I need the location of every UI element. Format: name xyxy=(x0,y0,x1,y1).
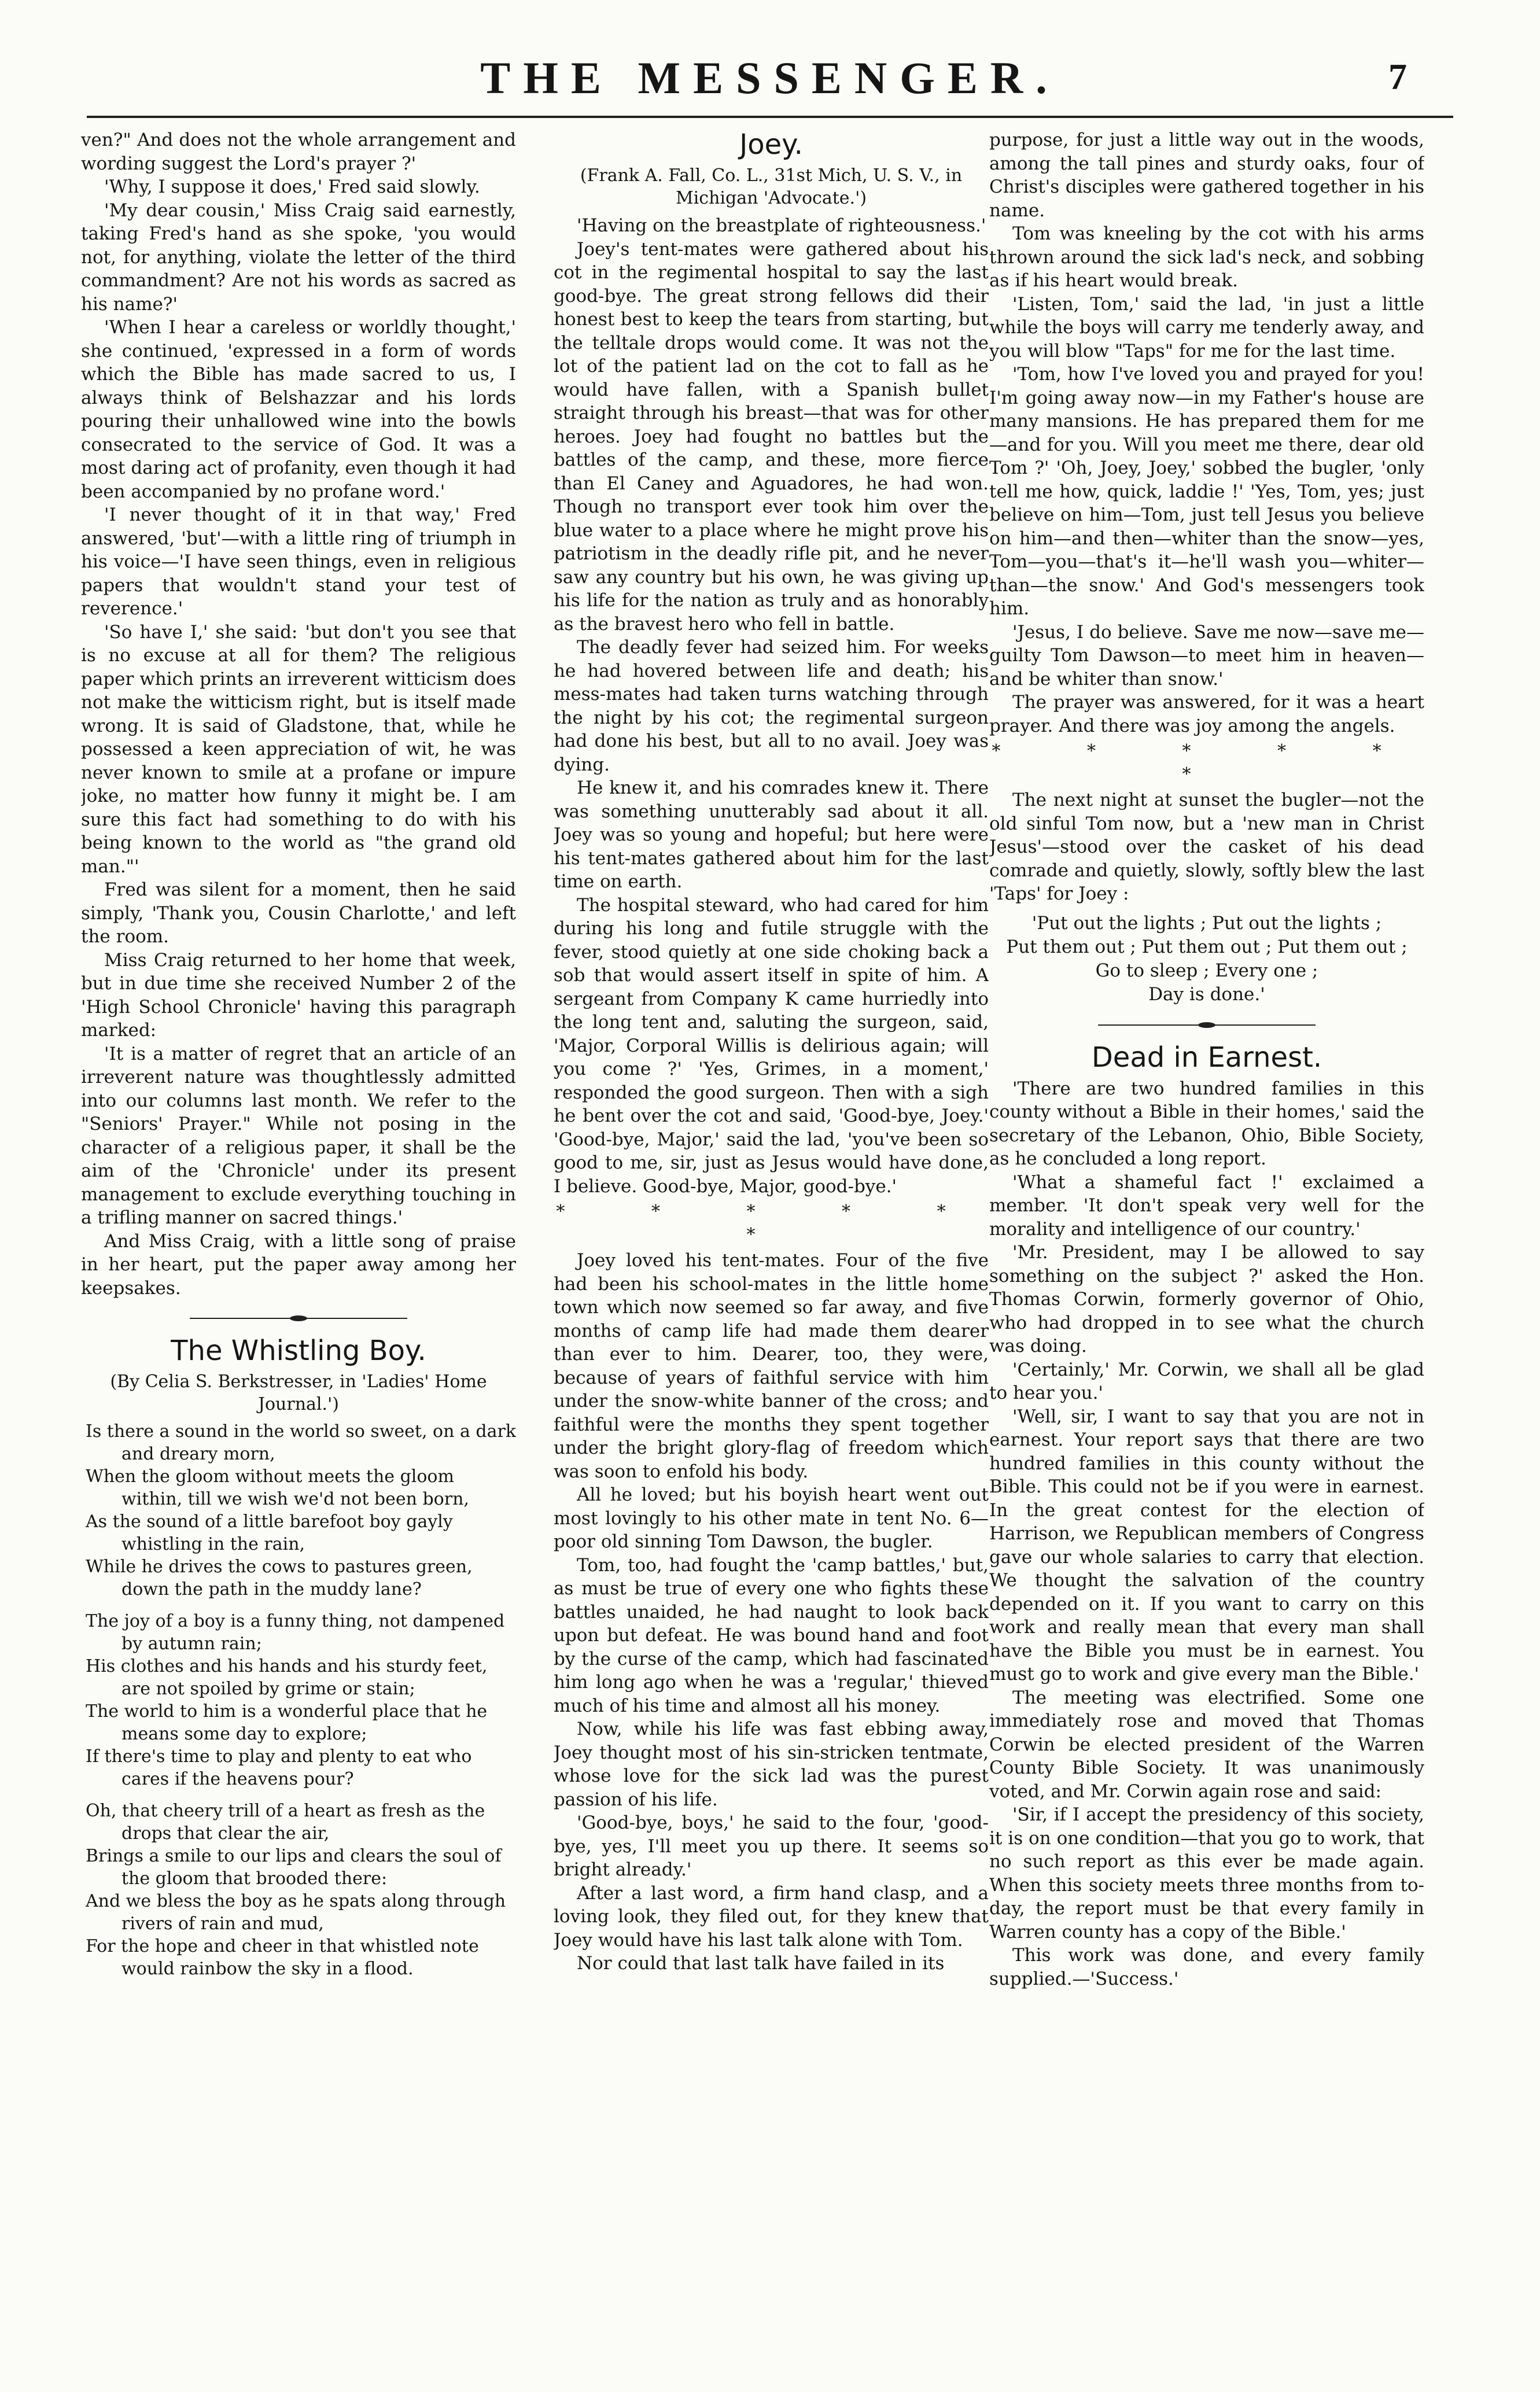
article-title-joey: Joey. xyxy=(739,128,803,161)
paragraph: 'So have I,' she said: 'but don't you see that is no excuse at all for them? The religious paper which prints an irreverent witticism does not make the witticism right, but is itself made wrong. It is said of Gladstone, that, while he possessed a keen appreciation of wit, he was never known to smile at a profane or impure joke, no matter how funny it might be. I am sure this fact had something to do with his being known to the world as "the grand old man."' xyxy=(81,621,516,877)
paragraph: And Miss Craig, with a little song of praise in her heart, put the paper away among her keepsakes. xyxy=(81,1230,516,1299)
poem-line: As the sound of a little barefoot boy gayly whistling in the rain, xyxy=(86,1512,453,1554)
poem-line: When the gloom without meets the gloom within, till we wish we'd not been born, xyxy=(86,1466,469,1509)
paragraph: Joey's tent-mates were gathered about his cot in the regimental hospital to say the last good-bye. The great strong fellows did their honest best to keep the tears from starting, but the telltale drops would come. It was not the lot of the patient lad on the cot to fall as he would have fallen, with a Spanish bullet straight through his breast—that was for other heroes. Joey had fought no battles but the battles of the camp, and these, more fierce than El Caney and Aguadores, he had won. Though no transport ever took him over the blue water to a place where he might prove his patriotism in the deadly rifle pit, and he never saw any country but his own, he was giving up his life for the nation as truly and as honorably as the bravest hero who fell in battle. xyxy=(554,238,989,635)
paragraph: Miss Craig returned to her home that week, but in due time she received Number 2 of the 'High School Chronicle' having this paragraph marked: xyxy=(81,949,516,1041)
header-rule xyxy=(87,116,1453,118)
paragraph: Joey loved his tent-mates. Four of the five had been his school-mates in the little home town which now seemed so far away, and five months of camp life had made them dearer than ever to him. Dearer, too, they were, because of years of faithful service with him under the snow-white banner of the cross; and faithful were the months they spent together under the bright glory-flag of freedom which was soon to enfold his body. xyxy=(554,1250,989,1482)
song-line: 'Put out the lights ; Put out the lights ; xyxy=(1031,912,1382,934)
article-title-dead-in-earnest: Dead in Earnest. xyxy=(1091,1041,1322,1074)
song-line: Put them out ; Put them out ; Put them out ; xyxy=(1006,936,1408,957)
section-divider xyxy=(989,1019,1424,1031)
paragraph: 'There are two hundred families in this county without a Bible in their homes,' said the secretary of the Lebanon, Ohio, Bible Society, as he concluded a long report. xyxy=(989,1078,1424,1169)
song-line: Day is done.' xyxy=(1148,983,1265,1005)
poem-line: If there's time to play and plenty to eat who cares if the heavens pour? xyxy=(86,1746,472,1789)
page-number: 7 xyxy=(1388,56,1407,97)
masthead: THE MESSENGER. xyxy=(480,53,1060,103)
paragraph: The hospital steward, who had cared for him during his long and futile struggle with the fever, stood quietly at one side choking back a sob that would assert itself in spite of him. A sergeant from Company K came hurriedly into the long tent and, saluting the surgeon, said, 'Major, Corporal Willis is delirious again; will you come ?' 'Yes, Grimes, in a moment,' responded the good surgeon. Then with a sigh he bent over the cot and said, 'Good-bye, Joey.' 'Good-bye, Major,' said the lad, 'you've been so good to me, sir, just as Jesus would have done, I believe. Good-bye, Major, good-bye.' xyxy=(554,894,989,1197)
poem-line: Is there a sound in the world so sweet, on a dark and dreary morn, xyxy=(86,1421,516,1464)
paragraph: The prayer was answered, for it was a heart prayer. And there was joy among the angels. xyxy=(989,692,1424,736)
paragraph: 'It is a matter of regret that an article of an irreverent nature was thoughtlessly admitted into our columns last month. We refer to the "Seniors' Prayer." While not posing in the character of a religious paper, it shall be the aim of the 'Chronicle' under its present management to exclude everything touching in a trifling manner on sacred things.' xyxy=(81,1043,516,1228)
column-2 xyxy=(554,128,989,2373)
paragraph: 'Jesus, I do believe. Save me now—save me—guilty Tom Dawson—to meet him in heaven—and be whiter than snow.' xyxy=(989,621,1424,690)
paragraph: 'When I hear a careless or worldly thought,' she continued, 'expressed in a form of words which the Bible has made sacred to us, I always think of Belshazzar and his lords pouring their unhallowed wine into the bowls consecrated to the service of God. It was a most daring act of profanity, even though it had been accompanied by no profane word.' xyxy=(81,317,516,502)
paragraph: 'Sir, if I accept the presidency of this society, it is on one condition—that you go to work, that no such report as this ever be made again. When this society meets three months from to-day, the report must be that every family in Warren county has a copy of the Bible.' xyxy=(989,1804,1424,1943)
paragraph: 'Why, I suppose it does,' Fred said slowly. xyxy=(104,176,480,197)
column-1 xyxy=(81,128,516,2373)
paragraph: The deadly fever had seized him. For weeks he had hovered between life and death; his mess-mates had taken turns watching through the night by his cot; the regimental surgeon had done his best, but all to no avail. Joey was dying. xyxy=(554,637,989,775)
stanza xyxy=(81,1420,516,1601)
paragraph: 'Well, sir, I want to say that you are not in earnest. Your report says that there are two hundred families in this county without the Bible. This could not be if you were in earnest. In the great contest for the election of Harrison, we Republican members of Congress gave our whole salaries to carry that election. We thought the salvation of the country depended on it. If you want to carry on this work and really mean that every man shall have the Bible you must be in earnest. You must go to work and give every man the Bible.' xyxy=(989,1406,1424,1685)
paragraph: After a last word, a firm hand clasp, and a loving look, they filed out, for they knew that Joey would have his last talk alone with Tom. xyxy=(554,1882,989,1951)
paragraph: 'Tom, how I've loved you and prayed for you! I'm going away now—in my Father's house are many mansions. He has prepared them for me—and for you. Will you meet me there, dear old Tom ?' 'Oh, Joey, Joey,' sobbed the bugler, 'only tell me how, quick, laddie !' 'Yes, Tom, yes; just believe on him—Tom, just tell Jesus you believe on him—and then—whiter than the snow—yes, Tom—you—that's it—he'll wash you—whiter—than—the snow.' And God's messengers took him. xyxy=(989,364,1424,619)
paragraph: 'I never thought of it in that way,' Fred answered, 'but'—with a little ring of triumph in his voice—'I have seen things, even in religious papers that wouldn't stand your test of reverence.' xyxy=(81,504,516,619)
poem-line: The world to him is a wonderful place that he means some day to explore; xyxy=(86,1701,488,1744)
poem-line: Brings a smile to our lips and clears the soul of the gloom that brooded there: xyxy=(86,1846,502,1889)
byline: (Frank A. Fall, Co. L., 31st Mich, U. S. V., in Michigan 'Advocate.') xyxy=(580,165,963,208)
paragraph: Tom, too, had fought the 'camp battles,' but, as must be true of every one who fights these battles unaided, he had naught to look back upon but defeat. He was bound hand and foot by the curse of the camp, which had fascinated him long ago when he was a 'regular,' thieved much of his time and almost all his money. xyxy=(554,1554,989,1716)
paragraph: 'Good-bye, boys,' he said to the four, 'good-bye, yes, I'll meet you up there. It seems so bright already.' xyxy=(554,1812,989,1880)
paragraph: 'My dear cousin,' Miss Craig said earnestly, taking Fred's hand as she spoke, 'you would not, for anything, violate the letter of the third commandment? Are not his words as sacred as his name?' xyxy=(81,200,516,315)
paragraph: This work was done, and every family supplied.—'Success.' xyxy=(989,1945,1424,1989)
paragraph: Now, while his life was fast ebbing away, Joey thought most of his sin-stricken tentmate, whose love for the sick lad was the purest passion of his life. xyxy=(554,1719,989,1810)
song-line: Go to sleep ; Every one ; xyxy=(1095,960,1318,981)
poem-line: Oh, that cheery trill of a heart as fresh as the drops that clear the air, xyxy=(86,1801,485,1844)
page-header xyxy=(0,0,1540,127)
taps-song xyxy=(989,912,1424,1007)
paragraph: Tom was kneeling by the cot with his arms thrown around the sick lad's neck, and sobbing as if his heart would break. xyxy=(989,223,1424,291)
paragraph: purpose, for just a little way out in the woods, among the tall pines and sturdy oaks, four of Christ's disciples were gathered together in his name. xyxy=(989,130,1424,221)
poem-line: For the hope and cheer in that whistled note would rainbow the sky in a flood. xyxy=(86,1936,479,1979)
poem-line: While he drives the cows to pastures green, down the path in the muddy lane? xyxy=(86,1557,473,1599)
poem-line: His clothes and his hands and his sturdy feet, are not spoiled by grime or stain; xyxy=(86,1656,488,1699)
paragraph: He knew it, and his comrades knew it. There was something unutterably sad about it all. Joey was so young and hopeful; but here were his tent-mates gathered about him for the last time on earth. xyxy=(554,777,989,892)
paragraph: All he loved; but his boyish heart went out most lovingly to his other mate in tent No. 6—poor old sinning Tom Dawson, the bugler. xyxy=(554,1484,989,1552)
section-break-stars: * * * * * * xyxy=(992,741,1422,784)
column-3 xyxy=(989,128,1424,2373)
paragraph: 'Mr. President, may I be allowed to say something on the subject ?' asked the Hon. Thomas Corwin, formerly governor of Ohio, who had dropped in to see what the church was doing. xyxy=(989,1242,1424,1357)
section-break-stars: * * * * * * xyxy=(556,1201,986,1245)
paragraph: 'What a shameful fact !' exclaimed a member. 'It don't speak very well for the morality and intelligence of our country.' xyxy=(989,1171,1424,1240)
article-title-whistling-boy: The Whistling Boy. xyxy=(171,1335,426,1367)
paragraph: The next night at sunset the bugler—not the old sinful Tom now, but a 'new man in Christ Jesus'—stood over the casket of his dead comrade and quietly, slowly, softly blew the last 'Taps' for Joey : xyxy=(989,790,1424,904)
poem xyxy=(81,1420,516,1980)
paragraph: The meeting was electrified. Some one immediately rose and moved that Thomas Corwin be elected president of the Warren County Bible Society. It was unanimously voted, and Mr. Corwin again rose and said: xyxy=(989,1687,1424,1802)
paragraph: Nor could that last talk have failed in its xyxy=(577,1953,945,1974)
paragraph: Fred was silent for a moment, then he said simply, 'Thank you, Cousin Charlotte,' and left the room. xyxy=(81,879,516,947)
section-divider xyxy=(81,1313,516,1324)
poem-line: And we bless the boy as he spats along through rivers of rain and mud, xyxy=(86,1891,506,1934)
paragraph: ven?" And does not the whole arrangement and wording suggest the Lord's prayer ?' xyxy=(81,130,516,174)
byline: (By Celia S. Berkstresser, in 'Ladies' Home Journal.') xyxy=(110,1372,487,1414)
stanza xyxy=(81,1800,516,1980)
paragraph: 'Certainly,' Mr. Corwin, we shall all be glad to hear you.' xyxy=(989,1359,1424,1403)
paragraph: 'Having on the breastplate of righteousness.' xyxy=(577,215,986,236)
paragraph: 'Listen, Tom,' said the lad, 'in just a little while the boys will carry me tenderly away, and you will blow "Taps" for me for the last time. xyxy=(989,293,1424,362)
stanza xyxy=(81,1610,516,1790)
poem-line: The joy of a boy is a funny thing, not dampened by autumn rain; xyxy=(86,1611,505,1654)
